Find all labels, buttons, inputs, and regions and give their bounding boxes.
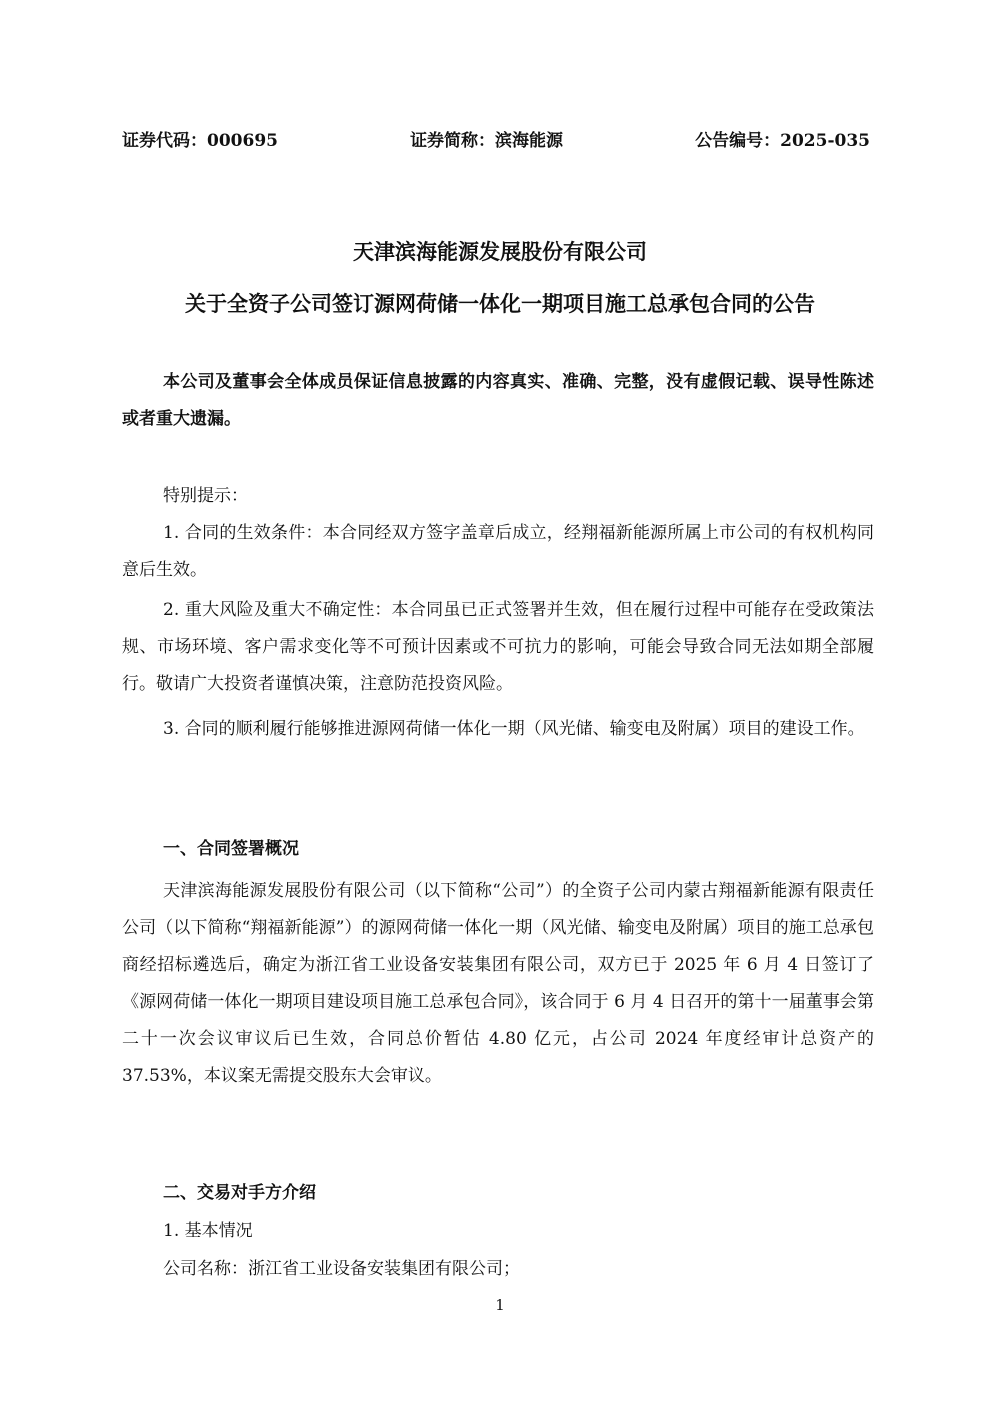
section-1-body: 天津滨海能源发展股份有限公司（以下简称“公司”）的全资子公司内蒙古翔福新能源有限责任公司（以下简称“翔福新能源”）的源网荷储一体化一期（风光储、输变电及附属）项目的施工总承包商经招标遴选后，确定为浙江省工业设备安装集团有限公司，双方已于 2025 年 6 月 4 日签订了《源网荷储一体化一期项目建设项目施工总承包合同》，该合同于 6 月 4 日召开的第十一届董事会第二十一次会议审议后已生效，合同总价暂估 4.80 亿元，占公司 2024 年度经审计总资产的 37.53%，本议案无需提交股东大会审议。	[122, 881, 874, 1086]
page-number: 1	[495, 1296, 505, 1314]
special-notes-label: 特别提示：	[163, 486, 248, 506]
special-note-2: 2. 重大风险及重大不确定性：本合同虽已正式签署并生效，但在履行过程中可能存在受政策法规、市场环境、客户需求变化等不可预计因素或不可抗力的影响，可能会导致合同无法如期全部履行。敬请广大投资者谨慎决策，注意防范投资风险。	[122, 600, 874, 694]
company-title: 天津滨海能源发展股份有限公司	[353, 240, 647, 264]
announcement-subject: 关于全资子公司签订源网荷储一体化一期项目施工总承包合同的公告	[185, 292, 815, 316]
basic-info-subheading: 1. 基本情况	[163, 1221, 253, 1241]
stock-abbreviation: 证券简称：滨海能源	[410, 131, 564, 151]
section-1-heading: 一、合同签署概况	[163, 839, 299, 859]
special-note-3: 3. 合同的顺利履行能够推进源网荷储一体化一期（风光储、输变电及附属）项目的建设工作。	[163, 719, 865, 739]
board-statement: 本公司及董事会全体成员保证信息披露的内容真实、准确、完整，没有虚假记载、误导性陈述或者重大遗漏。	[122, 372, 874, 429]
stock-code: 证券代码：000695	[122, 131, 278, 151]
announcement-header	[122, 128, 870, 154]
section-2-heading: 二、交易对手方介绍	[163, 1183, 316, 1203]
announcement-number: 公告编号：2025-035	[695, 131, 870, 151]
counterparty-company-name: 公司名称：浙江省工业设备安装集团有限公司；	[163, 1259, 520, 1279]
special-note-1: 1. 合同的生效条件：本合同经双方签字盖章后成立，经翔福新能源所属上市公司的有权机构同意后生效。	[122, 523, 874, 580]
